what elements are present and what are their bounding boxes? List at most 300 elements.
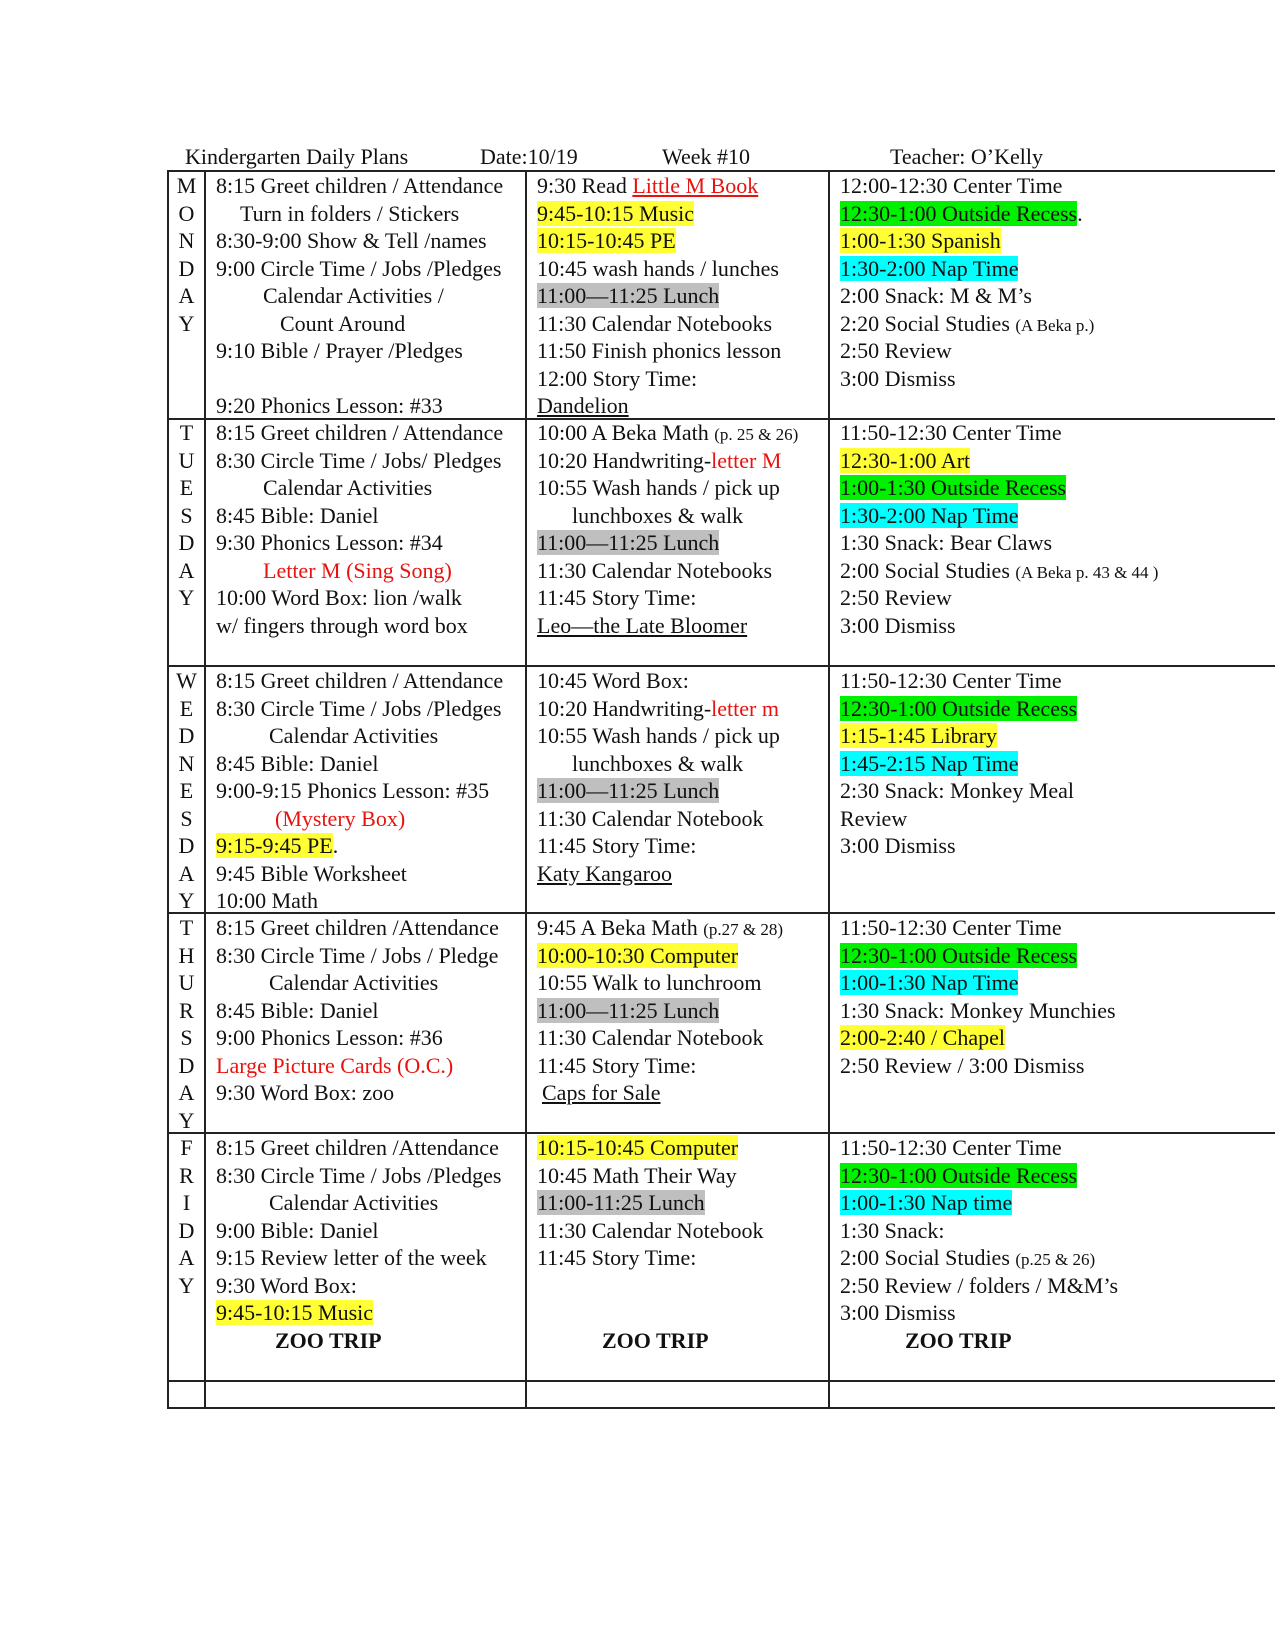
table-border-bottom: [167, 1407, 1275, 1409]
schedule-text: 9:45 A Beka Math: [537, 915, 704, 940]
schedule-text: Calendar Activities: [269, 723, 439, 748]
schedule-line: [216, 667, 503, 695]
schedule-text: (A Beka p.): [1015, 315, 1095, 335]
schedule-text: 8:30 Circle Time / Jobs /Pledges: [216, 695, 502, 721]
schedule-text: lunchboxes & walk: [572, 750, 744, 776]
schedule-text: 9:30 Word Box:: [216, 1272, 357, 1298]
day-letter: D: [178, 255, 195, 281]
schedule-line: [216, 1052, 499, 1080]
schedule-text: 11:30 Calendar Notebook: [537, 805, 764, 831]
schedule-line: [216, 1327, 501, 1355]
schedule-line: [840, 750, 1077, 778]
monday-midday: [537, 172, 781, 420]
schedule-line: [840, 667, 1077, 695]
schedule-line: [537, 722, 780, 750]
column-divider: [828, 170, 830, 1409]
wednesday-midday: [537, 667, 780, 887]
schedule-line: [537, 419, 798, 447]
day-letter: A: [178, 1245, 195, 1270]
schedule-line: [537, 914, 783, 942]
schedule-line: [537, 612, 798, 640]
schedule-text: 1:45-2:15 Nap Time: [840, 750, 1019, 776]
schedule-text: Calendar Activities: [269, 970, 439, 995]
day-letter: E: [179, 695, 194, 721]
schedule-line: [216, 1189, 501, 1217]
column-divider: [525, 170, 527, 1409]
day-letter: N: [178, 228, 195, 253]
schedule-text: 11:50-12:30 Center Time: [840, 1135, 1062, 1160]
schedule-line: [840, 282, 1094, 310]
schedule-line: [840, 1134, 1118, 1162]
day-letter: O: [178, 200, 195, 226]
schedule-line: [840, 1272, 1118, 1300]
schedule-text: 11:30 Calendar Notebooks: [537, 310, 773, 336]
schedule-line: [216, 392, 503, 420]
schedule-text: 12:30-1:00 Outside Recess: [840, 695, 1078, 721]
schedule-line: [840, 805, 1077, 833]
plan-date: Date:10/19: [480, 144, 578, 169]
schedule-text: 11:45 Story Time:: [537, 833, 697, 858]
schedule-line: [537, 805, 780, 833]
schedule-line: [216, 777, 503, 805]
schedule-text: 9:15-9:45 PE: [216, 833, 333, 858]
schedule-text: Large Picture Cards (O.C.): [216, 1052, 454, 1078]
schedule-line: [216, 1244, 501, 1272]
schedule-line: [216, 227, 503, 255]
day-letter: S: [180, 1025, 193, 1050]
schedule-line: [216, 172, 503, 200]
day-letter: Y: [178, 585, 195, 610]
schedule-line: [840, 1052, 1116, 1080]
day-label-friday: [168, 1134, 205, 1299]
schedule-line: [216, 337, 503, 365]
schedule-text: Calendar Activities /: [263, 283, 444, 308]
day-letter: Y: [178, 888, 195, 913]
schedule-text: 12:30-1:00 Outside Recess: [840, 200, 1078, 226]
day-letter: D: [178, 1217, 195, 1243]
schedule-text: 12:00-12:30 Center Time: [840, 173, 1063, 198]
day-letter: E: [179, 475, 194, 500]
schedule-line: [840, 1327, 1118, 1355]
schedule-text: 11:00—11:25 Lunch: [537, 997, 720, 1023]
day-label-thursday: [168, 914, 205, 1134]
schedule-line: [537, 1299, 763, 1327]
schedule-text: 10:15-10:45 PE: [537, 228, 676, 253]
schedule-line: [840, 557, 1158, 585]
schedule-text: 10:00 A Beka Math: [537, 420, 715, 445]
schedule-text: 10:15-10:45 Computer: [537, 1135, 739, 1160]
schedule-text: 1:15-1:45 Library: [840, 723, 998, 748]
day-letter: F: [180, 1135, 193, 1160]
tuesday-afternoon: [840, 419, 1158, 639]
day-letter: A: [178, 557, 195, 583]
schedule-text: 1:30 Snack: Monkey Munchies: [840, 997, 1116, 1023]
schedule-line: [537, 1052, 783, 1080]
schedule-line: [216, 1134, 501, 1162]
day-letter: E: [179, 778, 194, 803]
schedule-text: 2:00 Social Studies: [840, 557, 1016, 583]
wednesday-morning: [216, 667, 503, 915]
schedule-text: (p.25 & 26): [1015, 1250, 1096, 1269]
schedule-text: 1:00-1:30 Outside Recess: [840, 475, 1067, 500]
schedule-line: [537, 997, 783, 1025]
schedule-text: 10:00-10:30 Computer: [537, 942, 739, 968]
schedule-text: 8:15 Greet children / Attendance: [216, 668, 504, 693]
schedule-line: [537, 502, 798, 530]
schedule-text: 10:45 Math Their Way: [537, 1162, 737, 1188]
day-letter: U: [178, 970, 195, 995]
plan-week: Week #10: [662, 144, 751, 169]
schedule-line: [537, 1272, 763, 1300]
schedule-line: [840, 914, 1116, 942]
schedule-line: [216, 750, 503, 778]
schedule-line: [216, 612, 503, 640]
schedule-line: [840, 529, 1158, 557]
schedule-text: 2:00 Snack: M & M’s: [840, 283, 1032, 308]
day-letter: D: [178, 1052, 195, 1078]
schedule-line: [537, 447, 798, 475]
schedule-line: [537, 365, 781, 393]
schedule-text: (A Beka p. 43 & 44 ): [1015, 562, 1159, 582]
schedule-line: [537, 392, 781, 420]
schedule-line: [840, 612, 1158, 640]
day-letter: S: [180, 502, 193, 528]
schedule-line: [537, 557, 798, 585]
schedule-line: [216, 695, 503, 723]
schedule-line: [537, 1327, 763, 1355]
tuesday-midday: [537, 419, 798, 639]
schedule-line: [537, 969, 783, 997]
schedule-line: [216, 860, 503, 888]
schedule-text: 12:30-1:00 Art: [840, 447, 971, 473]
schedule-line: [216, 557, 503, 585]
schedule-line: [537, 1217, 763, 1245]
schedule-text: 10:45 wash hands / lunches: [537, 255, 779, 281]
schedule-line: [216, 942, 499, 970]
schedule-text: Review: [840, 805, 908, 831]
day-letter: T: [179, 420, 194, 445]
day-letter: D: [178, 723, 195, 748]
friday-afternoon: [840, 1134, 1118, 1354]
schedule-line: [216, 502, 503, 530]
schedule-text: 9:00 Bible: Daniel: [216, 1217, 379, 1243]
wednesday-afternoon: [840, 667, 1077, 860]
schedule-line: [537, 1189, 763, 1217]
tuesday-morning: [216, 419, 503, 639]
schedule-text: 1:30 Snack:: [840, 1217, 945, 1243]
schedule-line: [537, 860, 780, 888]
schedule-text: 1:00-1:30 Nap time: [840, 1190, 1013, 1215]
schedule-line: [840, 447, 1158, 475]
schedule-text: 11:00—11:25 Lunch: [537, 283, 720, 308]
schedule-line: [216, 1162, 501, 1190]
schedule-text: 11:50 Finish phonics lesson: [537, 338, 782, 363]
schedule-line: [216, 365, 503, 393]
schedule-line: [216, 529, 503, 557]
schedule-text: Caps for Sale: [542, 1080, 661, 1105]
schedule-text: 9:00-9:15 Phonics Lesson: #35: [216, 778, 490, 803]
schedule-text: Leo—the Late Bloomer: [537, 612, 748, 638]
schedule-line: [216, 1024, 499, 1052]
schedule-text: letter M: [711, 447, 782, 473]
schedule-line: [537, 750, 780, 778]
schedule-text: 11:50-12:30 Center Time: [840, 668, 1062, 693]
schedule-line: [840, 584, 1158, 612]
schedule-text: 8:15 Greet children /Attendance: [216, 1135, 499, 1160]
schedule-line: [840, 502, 1158, 530]
schedule-text: 2:50 Review: [840, 338, 952, 363]
schedule-text: 10:00 Word Box: lion /walk: [216, 585, 462, 610]
schedule-line: [840, 172, 1094, 200]
schedule-line: [840, 969, 1116, 997]
schedule-text: Little M Book: [632, 173, 759, 198]
day-letter: Y: [178, 310, 195, 336]
schedule-line: [537, 1079, 783, 1107]
schedule-line: [840, 1244, 1118, 1272]
schedule-text: 1:00-1:30 Nap Time: [840, 970, 1019, 995]
schedule-text: Letter M (Sing Song): [263, 557, 452, 583]
schedule-line: [216, 722, 503, 750]
schedule-text: 9:00 Phonics Lesson: #36: [216, 1025, 443, 1050]
schedule-line: [840, 942, 1116, 970]
schedule-line: [840, 695, 1077, 723]
plan-teacher: Teacher: O’Kelly: [890, 144, 1043, 169]
schedule-line: [840, 200, 1094, 228]
schedule-text: 10:20 Handwriting-: [537, 695, 712, 721]
schedule-line: [537, 282, 781, 310]
schedule-line: [840, 365, 1094, 393]
schedule-line: [840, 337, 1094, 365]
schedule-text: 8:30 Circle Time / Jobs/ Pledges: [216, 447, 502, 473]
schedule-line: [216, 997, 499, 1025]
friday-morning: [216, 1134, 501, 1354]
schedule-line: [216, 969, 499, 997]
schedule-text: 11:50-12:30 Center Time: [840, 420, 1062, 445]
schedule-text: 12:30-1:00 Outside Recess: [840, 942, 1078, 968]
schedule-text: 3:00 Dismiss: [840, 612, 956, 638]
day-label-tuesday: [168, 419, 205, 612]
schedule-line: [840, 1299, 1118, 1327]
schedule-text: 3:00 Dismiss: [840, 833, 956, 858]
schedule-text: Katy Kangaroo: [537, 860, 673, 886]
schedule-text: 11:50-12:30 Center Time: [840, 915, 1062, 940]
schedule-line: [840, 419, 1158, 447]
day-letter: A: [178, 283, 195, 308]
schedule-line: [840, 777, 1077, 805]
schedule-text: 2:00 Social Studies: [840, 1245, 1016, 1270]
schedule-line: [537, 200, 781, 228]
schedule-line: [216, 584, 503, 612]
schedule-text: Count Around: [280, 310, 406, 336]
day-letter: Y: [178, 1107, 195, 1133]
day-letter: W: [176, 668, 197, 693]
schedule-line: [216, 255, 503, 283]
schedule-text: ZOO TRIP: [905, 1327, 1012, 1353]
schedule-text: Dandelion: [537, 393, 629, 418]
schedule-text: letter m: [711, 695, 779, 721]
schedule-line: [840, 722, 1077, 750]
schedule-text: 1:30 Snack: Bear Claws: [840, 530, 1053, 555]
schedule-line: [216, 1272, 501, 1300]
day-label-monday: [168, 172, 205, 337]
schedule-text: 10:45 Word Box:: [537, 668, 689, 693]
schedule-line: [537, 1162, 763, 1190]
schedule-text: 8:45 Bible: Daniel: [216, 997, 379, 1023]
schedule-line: [216, 447, 503, 475]
day-letter: Y: [178, 1272, 195, 1298]
schedule-text: 8:15 Greet children / Attendance: [216, 420, 504, 445]
schedule-line: [537, 337, 781, 365]
schedule-line: [840, 310, 1094, 338]
schedule-text: Calendar Activities: [263, 475, 433, 500]
schedule-text: 2:50 Review / 3:00 Dismiss: [840, 1052, 1085, 1078]
schedule-line: [216, 1079, 499, 1107]
schedule-text: 11:30 Calendar Notebook: [537, 1217, 764, 1243]
schedule-text: .: [1077, 200, 1083, 226]
thursday-morning: [216, 914, 499, 1107]
day-letter: H: [178, 942, 195, 968]
schedule-line: [840, 474, 1158, 502]
schedule-line: [216, 805, 503, 833]
schedule-text: 9:30 Word Box: zoo: [216, 1080, 395, 1105]
schedule-text: 8:15 Greet children /Attendance: [216, 915, 499, 940]
schedule-text: 9:00 Circle Time / Jobs /Pledges: [216, 255, 502, 281]
schedule-text: 9:45-10:15 Music: [216, 1300, 374, 1325]
schedule-line: [537, 310, 781, 338]
schedule-line: [216, 1299, 501, 1327]
schedule-line: [537, 695, 780, 723]
schedule-text: Turn in folders / Stickers: [240, 200, 460, 226]
schedule-text: 8:45 Bible: Daniel: [216, 502, 379, 528]
schedule-text: 11:30 Calendar Notebook: [537, 1025, 764, 1050]
schedule-line: [537, 1024, 783, 1052]
day-letter: U: [178, 447, 195, 473]
schedule-line: [840, 997, 1116, 1025]
schedule-text: 12:30-1:00 Outside Recess: [840, 1162, 1078, 1188]
schedule-text: 3:00 Dismiss: [840, 365, 956, 391]
schedule-line: [537, 1134, 763, 1162]
schedule-line: [840, 227, 1094, 255]
schedule-text: 11:45 Story Time:: [537, 1052, 697, 1078]
schedule-line: [840, 1217, 1118, 1245]
monday-morning: [216, 172, 503, 420]
schedule-text: 8:30 Circle Time / Jobs / Pledge: [216, 942, 499, 968]
day-letter: R: [179, 997, 194, 1023]
day-letter: A: [178, 1080, 195, 1105]
schedule-text: 11:45 Story Time:: [537, 1245, 697, 1270]
schedule-line: [840, 1189, 1118, 1217]
schedule-line: [840, 1162, 1118, 1190]
schedule-text: (Mystery Box): [275, 805, 406, 831]
schedule-text: 10:55 Wash hands / pick up: [537, 723, 780, 748]
schedule-line: [840, 255, 1094, 283]
schedule-line: [537, 832, 780, 860]
schedule-text: 2:00-2:40 / Chapel: [840, 1025, 1005, 1050]
thursday-afternoon: [840, 914, 1116, 1079]
schedule-line: [216, 282, 503, 310]
schedule-text: 10:55 Wash hands / pick up: [537, 475, 780, 500]
schedule-text: 10:20 Handwriting-: [537, 447, 712, 473]
row-divider: [167, 1380, 1275, 1382]
schedule-line: [216, 310, 503, 338]
monday-afternoon: [840, 172, 1094, 392]
day-letter: N: [178, 750, 195, 776]
day-letter: S: [180, 805, 193, 831]
schedule-text: 9:30 Phonics Lesson: #34: [216, 530, 443, 555]
schedule-line: [840, 832, 1077, 860]
schedule-text: 1:00-1:30 Spanish: [840, 228, 1001, 253]
day-letter: M: [176, 173, 197, 198]
schedule-text: 11:45 Story Time:: [537, 585, 697, 610]
schedule-line: [840, 1024, 1116, 1052]
schedule-line: [216, 419, 503, 447]
day-label-wednesday: [168, 667, 205, 915]
thursday-midday: [537, 914, 783, 1107]
schedule-text: 9:30 Read: [537, 173, 633, 198]
schedule-text: ZOO TRIP: [602, 1327, 709, 1353]
day-letter: R: [179, 1162, 194, 1188]
schedule-line: [537, 942, 783, 970]
schedule-text: 3:00 Dismiss: [840, 1300, 956, 1325]
schedule-text: 8:15 Greet children / Attendance: [216, 173, 504, 198]
schedule-line: [537, 584, 798, 612]
schedule-text: Calendar Activities: [269, 1190, 439, 1215]
schedule-line: [537, 667, 780, 695]
schedule-line: [537, 255, 781, 283]
schedule-text: 9:15 Review letter of the week: [216, 1245, 487, 1270]
schedule-text: 9:10 Bible / Prayer /Pledges: [216, 338, 463, 363]
schedule-line: [537, 227, 781, 255]
day-letter: D: [178, 530, 195, 555]
schedule-line: [216, 887, 503, 915]
schedule-text: 10:00 Math: [216, 888, 319, 913]
schedule-text: 9:20 Phonics Lesson: #33: [216, 393, 443, 418]
schedule-line: [216, 914, 499, 942]
schedule-text: 11:00—11:25 Lunch: [537, 530, 720, 555]
schedule-line: [537, 172, 781, 200]
schedule-text: 10:55 Walk to lunchroom: [537, 970, 762, 995]
schedule-text: 2:50 Review / folders / M&M’s: [840, 1272, 1119, 1298]
day-letter: A: [178, 860, 195, 886]
schedule-text: 9:45-10:15 Music: [537, 200, 695, 226]
schedule-text: 1:30-2:00 Nap Time: [840, 502, 1019, 528]
schedule-line: [216, 200, 503, 228]
schedule-text: lunchboxes & walk: [572, 502, 744, 528]
day-letter: I: [182, 1190, 191, 1215]
schedule-text: 11:30 Calendar Notebooks: [537, 557, 773, 583]
schedule-text: 8:30 Circle Time / Jobs /Pledges: [216, 1162, 502, 1188]
schedule-text: ZOO TRIP: [275, 1327, 382, 1353]
schedule-text: 2:30 Snack: Monkey Meal: [840, 778, 1075, 803]
schedule-text: 2:50 Review: [840, 585, 952, 610]
schedule-line: [537, 474, 798, 502]
schedule-line: [537, 529, 798, 557]
schedule-text: (p.27 & 28): [703, 920, 784, 939]
schedule-line: [216, 474, 503, 502]
schedule-line: [216, 832, 503, 860]
friday-midday: [537, 1134, 763, 1354]
schedule-text: w/ fingers through word box: [216, 612, 468, 638]
schedule-text: 11:00-11:25 Lunch: [537, 1190, 705, 1215]
day-letter: D: [178, 833, 195, 858]
plan-title: Kindergarten Daily Plans: [185, 144, 409, 169]
schedule-line: [216, 1217, 501, 1245]
schedule-line: [537, 777, 780, 805]
schedule-text: 8:45 Bible: Daniel: [216, 750, 379, 776]
schedule-text: .: [332, 833, 339, 858]
schedule-text: 11:00—11:25 Lunch: [537, 778, 720, 803]
schedule-line: [537, 1244, 763, 1272]
